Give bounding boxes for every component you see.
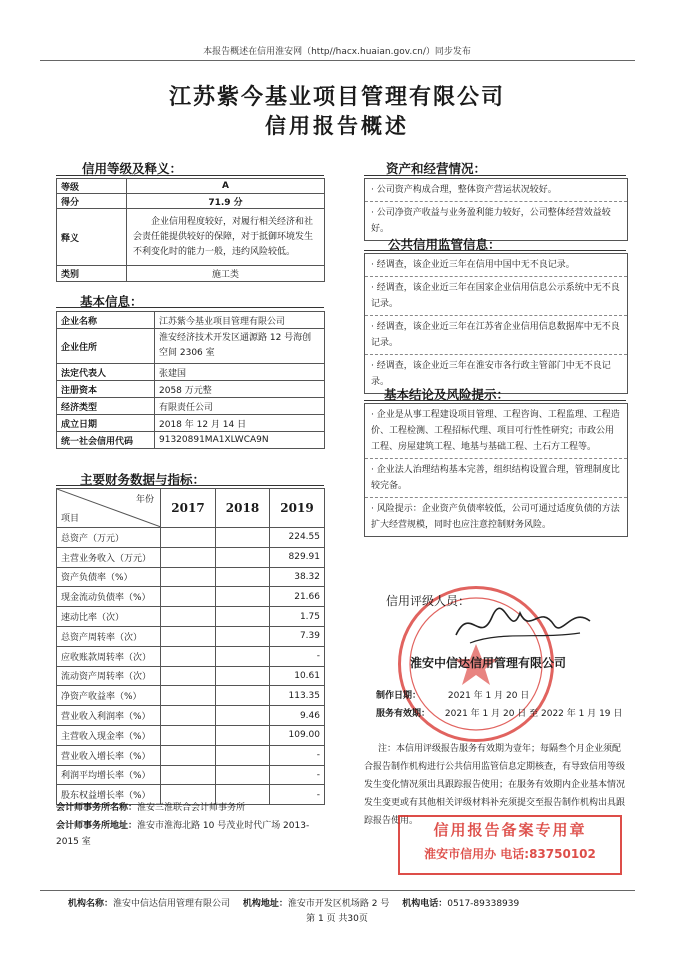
score-label: 得分 [57,194,127,209]
table-row [57,706,325,726]
fin-label: 营业收入增长率（%） [57,745,161,765]
filing-stamp-line1: 信用报告备案专用章 [433,821,587,839]
fin-label: 主营收入现金率（%） [57,725,161,745]
fin-2019: 224.55 [270,528,325,548]
founded-value: 2018 年 12 月 14 日 [155,415,325,432]
agency-name: 淮安中信达信用管理有限公司 [410,656,567,670]
fin-label: 现金流动负债率（%） [57,587,161,607]
category-label: 类别 [57,266,127,282]
table-row [57,587,325,607]
fin-2017 [161,528,216,548]
year-2018: 2018 [216,489,270,528]
fin-2017 [161,587,216,607]
page-number: 第 1 页 共30页 [306,914,368,924]
assets-heading: 资产和经营情况： [386,161,487,176]
fin-label: 股东权益增长率（%） [57,785,161,805]
supervision-heading-line [364,250,626,251]
fin-2018 [216,745,270,765]
footer-phone-label: 机构电话： [402,899,448,909]
table-row [57,364,325,381]
capital-label: 注册资本 [57,381,155,398]
table-row [57,312,325,329]
grade-value: A [127,179,325,194]
fin-2019: 9.46 [270,706,325,726]
table-row [57,194,325,209]
report-title: 信用报告概述 [265,114,409,138]
accounting-address-value: 淮安市淮海北路 10 号茂业时代广场 2013-2015 室 [56,821,310,847]
capital-value: 2058 万元整 [155,381,325,398]
list-item: · 经调查，该企业近三年在信用中国中无不良记录。 [365,254,627,277]
founded-label: 成立日期 [57,415,155,432]
footer-addr-label: 机构地址： [242,899,288,909]
fin-2018 [216,567,270,587]
fin-2019: 109.00 [270,725,325,745]
list-item: · 经调查，该企业近三年在江苏省企业信用信息数据库中无不良记录。 [365,316,627,355]
fin-2018 [216,528,270,548]
assets-heading-line [364,175,626,176]
table-row [57,686,325,706]
table-row [57,398,325,415]
fin-2017 [161,686,216,706]
assets-box [364,178,628,241]
made-date-value: 2021 年 1 月 20 日 [447,691,530,701]
fin-2017 [161,765,216,785]
table-row [57,432,325,449]
table-row [57,745,325,765]
conclusion-box [364,403,628,537]
fin-2017 [161,567,216,587]
address-value: 淮安经济技术开发区通源路 12 号海创空间 2306 室 [155,329,325,364]
conclusion-heading: 基本结论及风险提示： [384,387,510,402]
made-date [376,688,529,701]
accounting-firm [56,800,245,813]
fin-2019: 21.66 [270,587,325,607]
fin-2017 [161,666,216,686]
fin-2018 [216,765,270,785]
fin-2019: - [270,745,325,765]
fin-label: 流动资产周转率（次） [57,666,161,686]
list-item: · 企业是从事工程建设项目管理、工程咨询、工程监理、工程造价、工程检测、工程招标代理、项目可行性性研究；市政公用工程、房屋建筑工程、地基与基础工程、土石方工程等。 [365,404,627,459]
valid-period-value: 2021 年 1 月 20 日 至 2022 年 1 月 19 日 [444,709,623,719]
fin-2019: 7.39 [270,626,325,646]
basic-heading-line [56,307,324,308]
footer-addr-value: 淮安市开发区机场路 2 号 [287,899,390,909]
fin-label: 利润平均增长率（%） [57,765,161,785]
list-item: · 公司净资产收益与业务盈利能力较好，公司整体经营效益较好。 [371,208,611,234]
table-row [57,607,325,627]
accounting-firm-value: 淮安三淮联合会计师事务所 [137,803,246,813]
fin-2018 [216,607,270,627]
fin-2019: 38.32 [270,567,325,587]
footer-org-label: 机构名称： [68,899,114,909]
fin-2018 [216,547,270,567]
fin-label: 资产负债率（%） [57,567,161,587]
fin-label: 主营业务收入（万元） [57,547,161,567]
table-row [57,266,325,282]
fin-2019: - [270,785,325,805]
year-2017: 2017 [161,489,216,528]
list-item: · 企业法人治理结构基本完善，组织结构设置合理，管理制度比较完备。 [365,459,627,498]
fin-label: 应收账款周转率（次） [57,646,161,666]
accounting-firm-label: 会计师事务所名称： [56,803,138,813]
accounting-address-label: 会计师事务所地址： [56,821,138,831]
credit-table [56,178,325,282]
table-row [57,329,325,364]
footer-divider [40,890,635,891]
fin-2018 [216,626,270,646]
address-label: 企业住所 [57,329,155,364]
category-value: 施工类 [127,266,325,282]
table-row [57,209,325,266]
fin-2018 [216,686,270,706]
table-row [57,415,325,432]
credit-code-value: 91320891MA1XLWCA9N [155,432,325,449]
made-date-label: 制作日期： [376,691,422,701]
fin-label: 总资产周转率（次） [57,626,161,646]
basic-heading: 基本信息： [80,294,143,309]
fin-2018 [216,587,270,607]
fin-2017 [161,725,216,745]
fin-2017 [161,745,216,765]
supervision-heading: 公共信用监管信息： [388,237,501,252]
fin-2019: 113.35 [270,686,325,706]
fin-2019: - [270,646,325,666]
filing-stamp [398,815,622,875]
score-value: 71.9 分 [127,194,325,209]
corner-year-label: 年份 [135,495,154,505]
legal-rep-label: 法定代表人 [57,364,155,381]
fin-2017 [161,646,216,666]
fin-label: 总资产（万元） [57,528,161,548]
table-row [57,547,325,567]
fin-2017 [161,626,216,646]
corner-item-label: 项目 [61,514,80,524]
table-row [57,725,325,745]
credit-heading-line [56,175,324,176]
header-divider [40,60,635,61]
table-row [57,489,325,528]
footer-org-value: 淮安中信达信用管理有限公司 [113,899,231,909]
company-title: 江苏紫今基业项目管理有限公司 [168,85,505,110]
table-row [57,626,325,646]
year-2019: 2019 [270,489,325,528]
list-item: · 风险提示：企业资产负债率较低，公司可通过适度负债的方法扩大经营规模，同时也应注意控制财务风险。 [371,504,620,530]
meaning-value: 企业信用程度较好，对履行相关经济和社会责任能提供较好的保障，对于抵御环境发生不利变化时的能力一般，违约风险较低。 [127,209,325,266]
validity-note: 注：本信用评级报告服务有效期为壹年；每隔叁个月企业须配合报告制作机构进行公共信用监管信息定期核查，有导致信用等级发生变化情况须出具跟踪报告使用；在服务有效期内企业基本情况发生变更或有其他相关评级材料补充须提交至报告制作机构出具跟踪报告使用。 [364,744,626,826]
evaluator-label: 信用评级人员： [386,594,471,608]
valid-period [376,706,622,719]
table-row [57,765,325,785]
finance-heading: 主要财务数据与指标： [80,472,206,487]
table-row [57,381,325,398]
fin-2019: 829.91 [270,547,325,567]
table-row [57,567,325,587]
accounting-address [56,818,324,850]
footer-info [68,896,628,909]
basic-info-table [56,311,325,449]
econ-type-label: 经济类型 [57,398,155,415]
finance-heading-line [56,485,324,486]
valid-period-label: 服务有效期： [376,709,431,719]
fin-2017 [161,547,216,567]
econ-type-value: 有限责任公司 [155,398,325,415]
handwritten-signature [450,595,600,655]
fin-2018 [216,706,270,726]
fin-2017 [161,607,216,627]
supervision-box [364,253,628,394]
filing-stamp-line2: 淮安市信用办 电话:83750102 [424,847,596,861]
table-row [57,666,325,686]
grade-label: 等级 [57,179,127,194]
company-name-value: 江苏紫今基业项目管理有限公司 [155,312,325,329]
fin-2018 [216,666,270,686]
fin-label: 净资产收益率（%） [57,686,161,706]
credit-heading: 信用等级及释义： [82,161,183,176]
fin-label: 营业收入利润率（%） [57,706,161,726]
meaning-label: 释义 [57,209,127,266]
list-item: · 经调查，该企业近三年在国家企业信用信息公示系统中无不良记录。 [365,277,627,316]
fin-2019: - [270,765,325,785]
conclusion-heading-line [364,400,626,401]
finance-table [56,488,325,805]
fin-2017 [161,706,216,726]
header-note: 本报告概述在信用淮安网（http//hacx.huaian.gov.cn/）同步发布 [203,47,471,57]
list-item: · 经调查，该企业近三年在淮安市各行政主管部门中无不良记录。 [371,361,611,387]
legal-rep-value: 张建国 [155,364,325,381]
corner-cell [57,489,161,528]
fin-label: 速动比率（次） [57,607,161,627]
fin-2018 [216,646,270,666]
company-name-label: 企业名称 [57,312,155,329]
fin-2018 [216,725,270,745]
footer-phone-value: 0517-89338939 [447,899,520,909]
table-row [57,179,325,194]
list-item: · 公司资产构成合理，整体资产营运状况较好。 [365,179,627,202]
fin-2019: 1.75 [270,607,325,627]
credit-code-label: 统一社会信用代码 [57,432,155,449]
table-row [57,646,325,666]
table-row [57,528,325,548]
fin-2019: 10.61 [270,666,325,686]
